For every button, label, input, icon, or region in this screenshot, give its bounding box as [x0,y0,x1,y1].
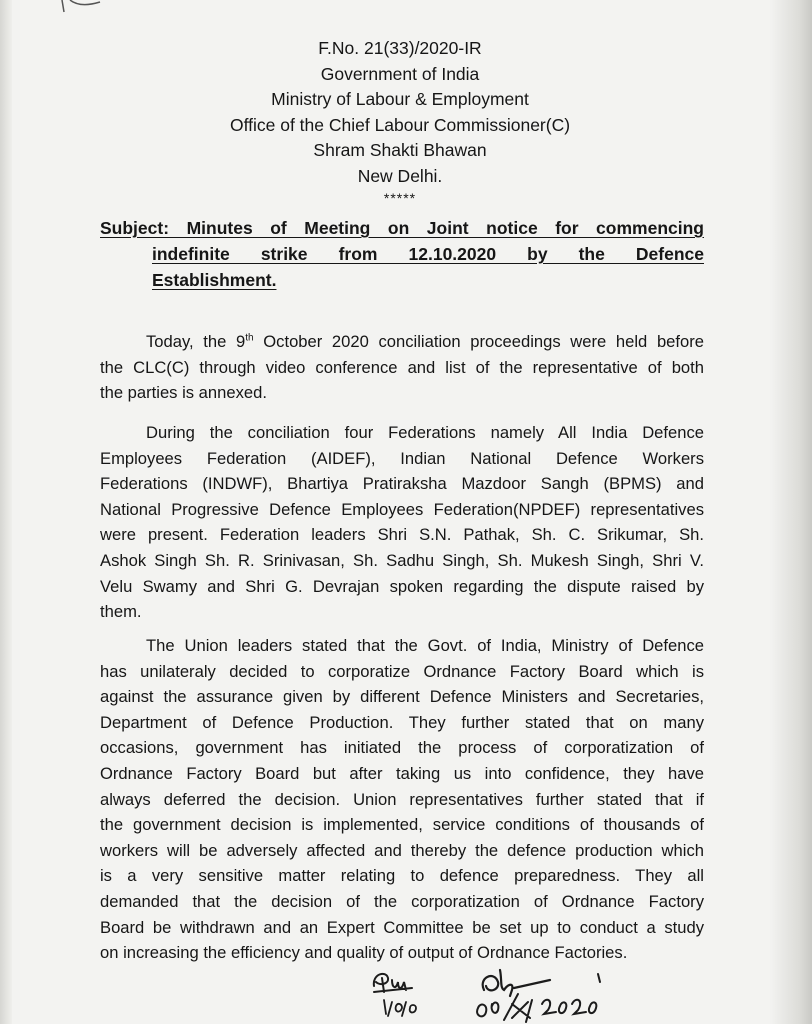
government-line: Government of India [320,63,480,84]
paragraph-3-line: demanded that the decision of the corporatization of Ordnance Factory [100,891,704,911]
paragraph-3-line: Board be withdrawn and an Expert Committee be set up to conduct a study [100,917,704,937]
paragraph-2-line: Employees Federation (AIDEF), Indian National Defence Workers [100,448,704,468]
paragraph-3-line: is a very sensitive matter relating to defence preparedness. They all [100,866,704,886]
initials-signature [362,962,442,1022]
paragraph-1-line-2: the CLC(C) through video conference and list of the representative of both [100,357,704,377]
paragraph-2-line: Federations (INDWF), Bhartiya Pratiraksha Mazdoor Sangh (BPMS) and [100,474,704,494]
paragraph-1-line-3: the parties is annexed. [100,383,267,403]
paragraph-2 [100,420,704,625]
ministry-line: Ministry of Labour & Employment [271,89,529,109]
paragraph-2-line: During the conciliation four Federations namely All India Defence [146,423,704,442]
paragraph-3-line: The Union leaders stated that the Govt. of India, Ministry of Defence [146,636,704,655]
subject-line-1: Subject: Minutes of Meeting on Joint notice for commencing [100,218,704,238]
paragraph-1-text-a: Today, the 9 [146,332,246,351]
paragraph-3-line: on increasing the efficiency and quality of output of Ordnance Factories. [100,943,628,963]
paragraph-3-line: occasions, government has initiated the process of corporatization of [100,738,704,758]
paragraph-2-line: National Progressive Defence Employees Federation(NPDEF) representatives [100,499,704,519]
paragraph-2-line: Velu Swamy and Shri G. Devrajan spoken regarding the dispute raised by [100,576,704,596]
paragraph-3 [100,633,704,966]
subject-line-2: indefinite strike from 12.10.2020 by the Defence [152,244,704,264]
paragraph-3-line: against the assurance given by different Defence Ministers and Secretaries, [100,687,704,707]
paragraph-3-line: Ordnance Factory Board but after taking us into confidence, they have [100,763,704,783]
officer-signature [470,960,620,1024]
page-shadow-right [770,0,812,1024]
subject-heading [100,215,704,293]
office-line: Office of the Chief Labour Commissioner(C) [229,114,571,135]
separator-stars: ***** [383,190,417,206]
paragraph-1-line-1 [100,329,704,355]
paragraph-2-line: Ashok Singh Sh. R. Srinivasan, Sh. Sadhu Singh, Sh. Mukesh Singh, Shri V. [100,550,704,570]
letterhead [150,36,650,207]
paragraph-3-line: always deferred the decision. Union representatives further stated that if [100,789,704,809]
page-shadow-left [0,0,12,1024]
city-line: New Delhi. [357,165,443,186]
paragraph-2-line: were present. Federation leaders Shri S.N. Pathak, Sh. C. Srikumar, Sh. [100,525,704,545]
ordinal-suffix: th [245,332,254,344]
paragraph-3-line: Department of Defence Production. They further stated that on many [100,712,704,732]
paragraph-1-text-b: October 2020 conciliation proceedings were held before [253,332,704,351]
corner-pen-mark [40,0,110,20]
paragraph-3-line: has unilateraly decided to corporatize Ordnance Factory Board which is [100,661,704,681]
paragraph-3-line: the government decision is implemented, service conditions of thousands of [100,815,704,835]
file-number: F.No. 21(33)/2020-IR [318,38,482,58]
subject-line-3: Establishment. [152,270,277,290]
paragraph-1 [100,329,704,406]
paragraph-2-line: them. [100,602,142,622]
building-line: Shram Shakti Bhawan [313,140,487,160]
paragraph-3-line: workers will be adversely affected and thereby the defence production which [100,840,704,860]
